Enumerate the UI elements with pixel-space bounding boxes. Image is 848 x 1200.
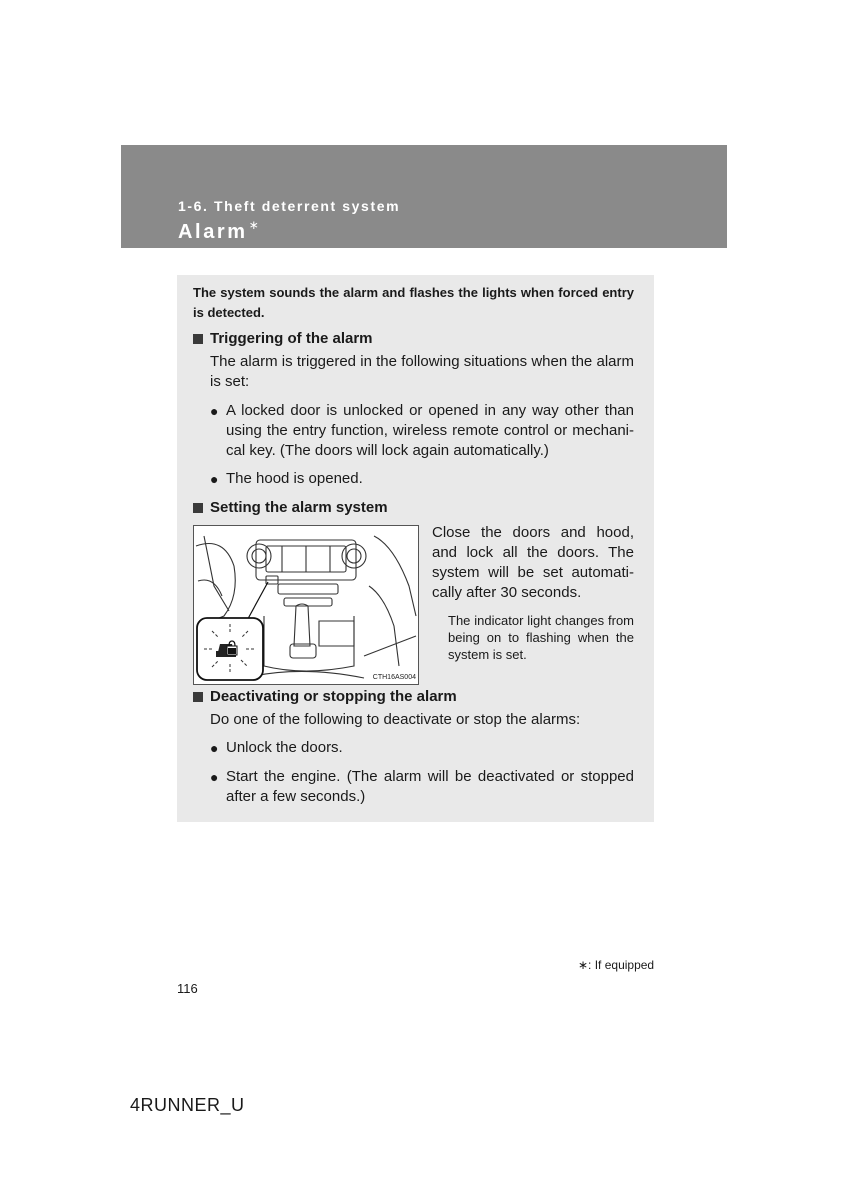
security-indicator-callout bbox=[197, 618, 263, 680]
equipment-mark: ∗ bbox=[248, 218, 259, 232]
intro-text: The system sounds the alarm and flashes the lights when forced entry is detected. bbox=[193, 285, 634, 320]
section-heading-text: Setting the alarm system bbox=[210, 499, 388, 516]
section-heading-setting bbox=[193, 498, 388, 518]
triggering-description: The alarm is triggered in the following situations when the alarm is set: bbox=[210, 353, 634, 390]
bullet-dot-icon: ● bbox=[210, 471, 219, 487]
bullet-dot-icon: ● bbox=[210, 403, 219, 419]
page-number: 116 bbox=[177, 981, 198, 996]
list-item bbox=[210, 767, 634, 807]
square-bullet-icon bbox=[193, 692, 203, 702]
setting-description: Close the doors and hood, and lock all the doors. The system will be set automati-cally after 30 seconds. bbox=[432, 524, 634, 601]
square-bullet-icon bbox=[193, 503, 203, 513]
figure-code: CTH16AS004 bbox=[372, 674, 416, 681]
dashboard-drawing bbox=[194, 526, 418, 684]
list-item-text: Unlock the doors. bbox=[226, 739, 343, 756]
list-item bbox=[210, 469, 634, 489]
section-label: 1-6. Theft deterrent system bbox=[178, 198, 401, 214]
bullet-dot-icon: ● bbox=[210, 740, 219, 756]
section-heading-deactivating bbox=[193, 687, 457, 707]
deactivating-description: Do one of the following to deactivate or stop the alarms: bbox=[210, 711, 581, 728]
section-heading-text: Deactivating or stopping the alarm bbox=[210, 688, 457, 705]
content-box bbox=[177, 275, 654, 822]
page-title bbox=[178, 218, 259, 244]
list-item bbox=[210, 401, 634, 461]
footnote: ∗: If equipped bbox=[578, 958, 655, 972]
chapter-header bbox=[121, 145, 727, 248]
list-item-text: Start the engine. (The alarm will be deactivated or stopped after a few seconds.) bbox=[226, 768, 634, 805]
list-item-text: A locked door is unlocked or opened in any way other than using the entry function, wireless remote control or mechani-cal key. (The doors will lock again automatically.) bbox=[226, 402, 634, 459]
section-heading-triggering bbox=[193, 329, 373, 349]
bullet-dot-icon: ● bbox=[210, 769, 219, 785]
indicator-note: The indicator light changes from being on to flashing when the system is set. bbox=[448, 613, 634, 662]
page-title-text: Alarm bbox=[178, 221, 248, 243]
square-bullet-icon bbox=[193, 334, 203, 344]
dashboard-illustration bbox=[193, 525, 419, 685]
list-item bbox=[210, 738, 634, 758]
section-heading-text: Triggering of the alarm bbox=[210, 330, 373, 347]
model-code: 4RUNNER_U bbox=[130, 1095, 245, 1115]
list-item-text: The hood is opened. bbox=[226, 470, 363, 487]
